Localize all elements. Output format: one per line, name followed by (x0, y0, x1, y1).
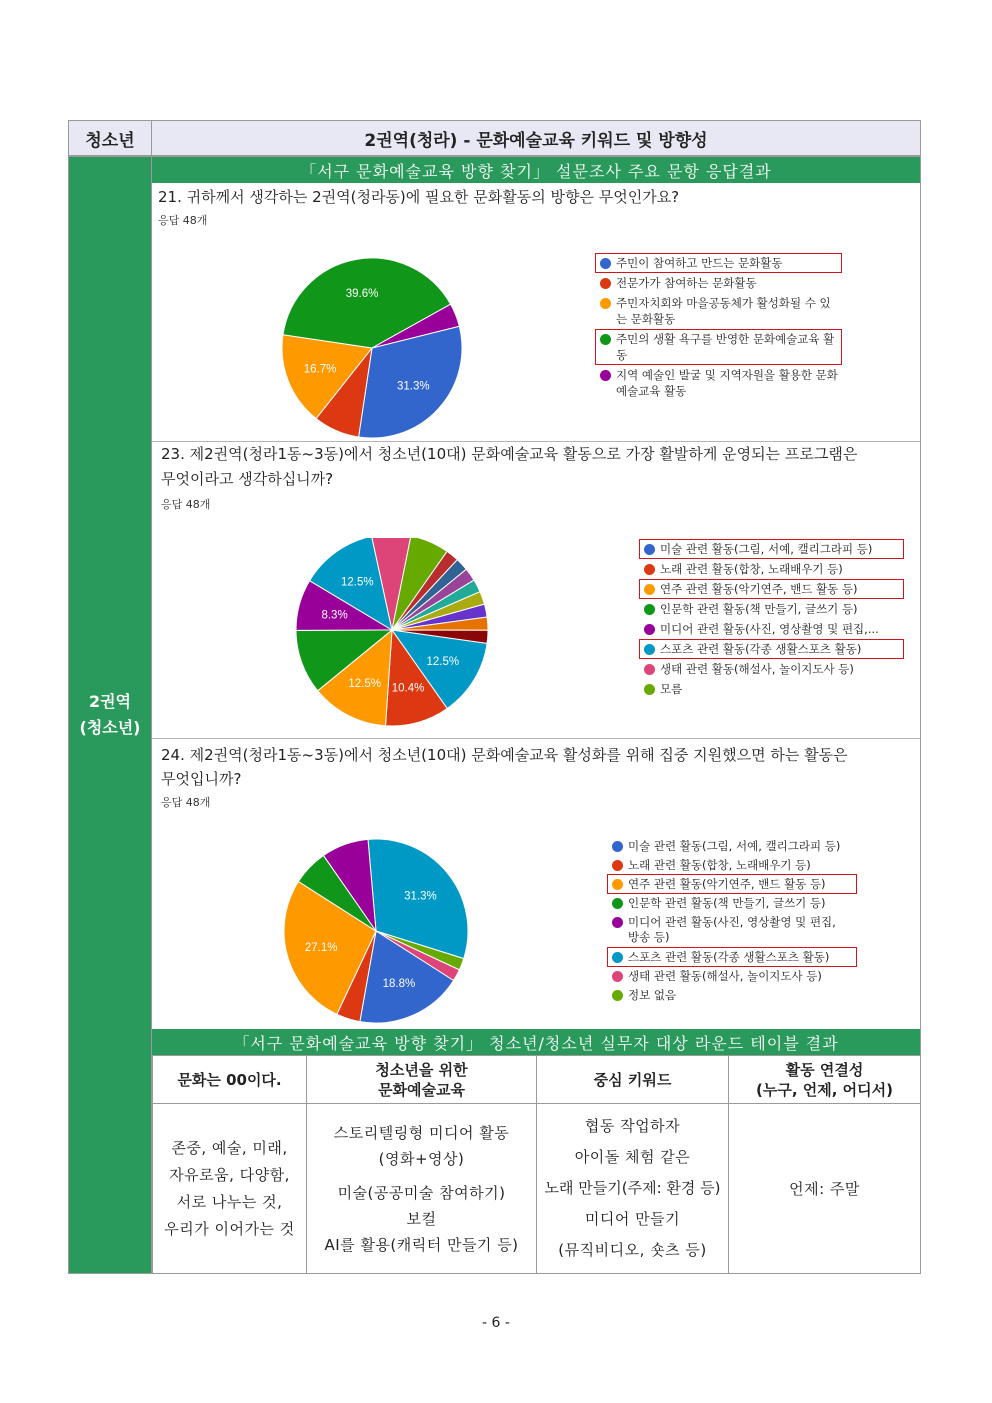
highlight-box (639, 639, 904, 659)
roundtable-cell-education (306, 1103, 537, 1274)
legend-color-swatch (644, 664, 655, 675)
legend-color-swatch (600, 278, 611, 289)
roundtable-cell-connectivity (728, 1103, 921, 1274)
legend-color-swatch (612, 860, 623, 871)
q24-response-count: 응답 48개 (161, 796, 211, 809)
roundtable-cell-keyword (536, 1103, 729, 1274)
roundtable-text: 우리가 이어가는 것 (164, 1219, 295, 1238)
roundtable-text: 서로 나누는 것, (176, 1192, 283, 1211)
legend-color-swatch (644, 604, 655, 615)
legend-color-swatch (612, 841, 623, 852)
roundtable-header-label: 활동 연결성 (누구, 언제, 어디서) (756, 1060, 893, 1099)
roundtable-text: 미술(공공미술 참여하기) (337, 1183, 506, 1202)
legend-label: 미디어 관련 활동(사진, 영상촬영 및 편집, (628, 915, 836, 929)
legend-label: 지역 예술인 발굴 및 지역자원을 활용한 문화예술교육 활동 (616, 368, 838, 398)
q24-block (152, 739, 920, 1029)
legend-color-swatch (612, 990, 623, 1001)
roundtable-header-culture (152, 1055, 307, 1104)
header-left-label: 청소년 (85, 130, 135, 151)
legend-color-swatch (644, 624, 655, 635)
legend-label: 미술 관련 활동(그림, 서예, 캘리그라피 등) (660, 542, 873, 556)
highlight-box (607, 874, 857, 894)
pie-data-label: 12.5% (426, 656, 460, 669)
highlight-box (639, 579, 904, 599)
roundtable-header-label: 문화는 00이다. (177, 1070, 282, 1089)
q24-pie-chart (284, 835, 480, 1031)
roundtable-section-title: 「서구 문화예술교육 방향 찾기」 청소년/청소년 실무자 대상 라운드 테이블 결과 (233, 1033, 839, 1053)
legend-label: 노래 관련 활동(합창, 노래배우기 등) (628, 858, 811, 872)
highlight-box (607, 947, 857, 967)
q23-title-line2: 무엇이라고 생각하십니까? (161, 470, 334, 488)
roundtable-header-education (306, 1055, 537, 1104)
roundtable-text: 보컬 (406, 1209, 437, 1228)
roundtable-text: 존중, 예술, 미래, (171, 1138, 288, 1157)
header-title-cell (151, 120, 921, 156)
roundtable-text: 아이돌 체험 같은 (574, 1148, 691, 1166)
legend-label: 주민의 생활 욕구를 반영한 문화예술교육 활동 (616, 332, 835, 362)
roundtable-header-connectivity (728, 1055, 921, 1104)
legend-color-swatch (612, 917, 623, 928)
q23-response-count: 응답 48개 (161, 498, 211, 511)
highlight-box (595, 253, 842, 273)
region-sublabel: (청소년) (79, 718, 141, 737)
legend-label: 인문학 관련 활동(책 만들기, 글쓰기 등) (660, 602, 858, 616)
legend-label: 생태 관련 활동(해설사, 놀이지도사 등) (660, 662, 854, 676)
highlight-box (595, 329, 842, 365)
pie-data-label: 39.6% (345, 288, 379, 301)
legend-label: 생태 관련 활동(해설사, 놀이지도사 등) (628, 969, 822, 983)
roundtable-header-label: 중심 키워드 (593, 1070, 672, 1089)
legend-label: 노래 관련 활동(합창, 노래배우기 등) (660, 562, 843, 576)
pie-data-label: 12.5% (348, 677, 381, 690)
roundtable-text: 자유로움, 다양함, (169, 1165, 290, 1184)
region-label: 2권역 (88, 692, 132, 711)
pie-data-label: 10.4% (391, 682, 425, 695)
legend-label: 주민자치회와 마을공동체가 활성화될 수 있는 문화활동 (616, 296, 831, 326)
q21-title: 21. 귀하께서 생각하는 2권역(청라동)에 필요한 문화활동의 방향은 무엇인가요? (158, 188, 680, 206)
legend-label: 연주 관련 활동(악기연주, 밴드 활동 등) (660, 582, 858, 596)
region-side-column (68, 156, 152, 1274)
q24-title-line2: 무엇입니까? (161, 770, 242, 788)
q21-block (152, 183, 920, 441)
roundtable-text: (영화+영상) (378, 1149, 465, 1168)
legend-color-swatch (644, 684, 655, 695)
roundtable-header-label: 청소년을 위한 문화예술교육 (375, 1060, 468, 1099)
pie-data-label: 31.3% (396, 380, 430, 393)
roundtable-header-keyword (536, 1055, 729, 1104)
pie-data-label: 31.3% (404, 890, 437, 903)
q21-response-count: 응답 48개 (158, 214, 208, 227)
legend-color-swatch (600, 370, 611, 381)
pie-data-label: 27.1% (304, 941, 338, 954)
roundtable-text: AI를 활용(캐릭터 만들기 등) (324, 1235, 519, 1254)
legend-label-continued: 방송 등) (628, 930, 670, 944)
page-title: 2권역(청라) - 문화예술교육 키워드 및 방향성 (364, 130, 708, 151)
roundtable-text: (뮤직비디오, 숏츠 등) (558, 1241, 707, 1259)
roundtable-text: 스토리텔링형 미디어 활동 (333, 1123, 510, 1142)
highlight-box (639, 539, 904, 559)
survey-section-bar (152, 157, 920, 183)
page-number: - 6 - (482, 1315, 510, 1331)
roundtable-text: 협동 작업하자 (584, 1117, 681, 1135)
legend-color-swatch (644, 564, 655, 575)
legend-label: 스포츠 관련 활동(각종 생활스포츠 활동) (660, 642, 862, 656)
roundtable-section-bar (152, 1029, 920, 1055)
legend-label: 미디어 관련 활동(사진, 영상촬영 및 편집,... (660, 622, 879, 636)
legend-label: 인문학 관련 활동(책 만들기, 글쓰기 등) (628, 896, 826, 910)
legend-label: 주민이 참여하고 만드는 문화활동 (616, 256, 783, 270)
q21-pie-chart (280, 253, 470, 443)
survey-section-title: 「서구 문화예술교육 방향 찾기」 설문조사 주요 문항 응답결과 (300, 161, 772, 181)
roundtable-cell-culture (152, 1103, 307, 1274)
pie-data-label: 8.3% (321, 609, 348, 622)
roundtable-text: 언제: 주말 (789, 1179, 860, 1198)
roundtable-text: 미디어 만들기 (584, 1210, 681, 1228)
roundtable-text: 노래 만들기(주제: 환경 등) (544, 1179, 721, 1197)
q23-block (152, 442, 920, 738)
q24-title-line1: 24. 제2권역(청라1동~3동)에서 청소년(10대) 문화예술교육 활성화를 위해 집중 지원했으면 하는 활동은 (161, 746, 848, 764)
legend-label: 연주 관련 활동(악기연주, 밴드 활동 등) (628, 877, 826, 891)
q23-title-line1: 23. 제2권역(청라1동~3동)에서 청소년(10대) 문화예술교육 활동으로 가장 활발하게 운영되는 프로그램은 (161, 445, 858, 463)
legend-label: 전문가가 참여하는 문화활동 (616, 276, 757, 290)
header-left-cell (68, 120, 152, 156)
legend-label: 스포츠 관련 활동(각종 생활스포츠 활동) (628, 950, 830, 964)
pie-data-label: 18.8% (382, 978, 416, 991)
q23-pie-chart (294, 538, 498, 728)
pie-data-label: 16.7% (303, 363, 337, 376)
legend-label: 정보 없음 (628, 988, 677, 1002)
legend-color-swatch (612, 971, 623, 982)
pie-data-label: 12.5% (340, 576, 374, 589)
legend-label: 미술 관련 활동(그림, 서예, 캘리그라피 등) (628, 839, 841, 853)
legend-color-swatch (600, 298, 611, 309)
legend-label: 모름 (660, 682, 683, 696)
legend-color-swatch (612, 898, 623, 909)
